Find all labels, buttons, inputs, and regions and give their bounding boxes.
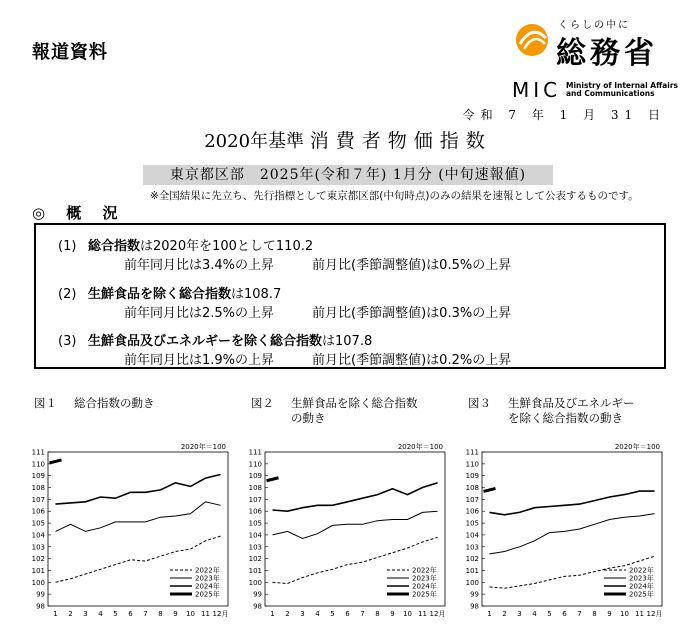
yoy-change: 前年同月比は3.4%の上昇 bbox=[124, 258, 275, 273]
x-tick-label: 7 bbox=[577, 610, 582, 618]
series-line-2024年 bbox=[490, 491, 655, 515]
legend-label: 2025年 bbox=[629, 590, 654, 599]
x-tick-label: 11 bbox=[418, 610, 427, 618]
y-tick-label: 98 bbox=[470, 602, 479, 611]
x-tick-label: 7 bbox=[143, 610, 148, 618]
y-tick-label: 99 bbox=[253, 590, 262, 599]
x-tick-label: 1 bbox=[53, 610, 58, 618]
item-value: は2020年を100として110.2 bbox=[140, 239, 314, 254]
item-index-name: 生鮮食品を除く総合指数 bbox=[88, 287, 232, 302]
summary-item bbox=[58, 283, 512, 321]
mom-change: 前月比(季節調整値)は0.2%の上昇 bbox=[312, 353, 512, 368]
legend-label: 2022年 bbox=[629, 566, 654, 575]
series-line-2024年 bbox=[56, 475, 221, 505]
x-tick-label: 8 bbox=[158, 610, 163, 618]
y-tick-label: 110 bbox=[465, 460, 479, 469]
y-tick-label: 102 bbox=[248, 555, 262, 564]
y-tick-label: 106 bbox=[31, 507, 45, 516]
title-main: 消費者物価指数 bbox=[309, 130, 492, 152]
series-line-2025年 bbox=[267, 478, 279, 481]
item-change-line bbox=[124, 349, 511, 368]
legend-label: 2023年 bbox=[629, 574, 654, 583]
y-tick-label: 101 bbox=[31, 566, 45, 575]
x-tick-label: 9 bbox=[173, 610, 178, 618]
x-tick-label: 10 bbox=[186, 610, 195, 618]
legend-label: 2023年 bbox=[412, 574, 437, 583]
mom-change: 前月比(季節調整値)は0.3%の上昇 bbox=[312, 306, 512, 321]
legend-label: 2023年 bbox=[195, 574, 220, 583]
mic-english-line2: and Communications bbox=[566, 89, 655, 98]
x-tick-label: 9 bbox=[390, 610, 395, 618]
chart-core-core-index bbox=[460, 440, 666, 626]
mic-english-name bbox=[566, 82, 678, 98]
chart-base-note: 2020年＝100 bbox=[397, 443, 443, 451]
x-tick-label: 11 bbox=[201, 610, 210, 618]
y-tick-label: 108 bbox=[248, 484, 262, 493]
item-value: は108.7 bbox=[231, 287, 282, 302]
chart-base-note: 2020年＝100 bbox=[614, 443, 660, 451]
chart-headline-index bbox=[26, 440, 232, 626]
release-note: ※全国結果に先立ち、先行指標として東京都区部(中旬時点)のみの結果を速報として公表するものです。 bbox=[150, 190, 639, 202]
y-tick-label: 100 bbox=[31, 578, 45, 587]
y-tick-label: 99 bbox=[470, 590, 479, 599]
y-tick-label: 111 bbox=[248, 448, 262, 457]
y-tick-label: 109 bbox=[31, 472, 45, 481]
figure-label: 図３ bbox=[468, 396, 491, 410]
yoy-change: 前年同月比は2.5%の上昇 bbox=[124, 306, 275, 321]
summary-box bbox=[34, 223, 666, 369]
figure-title-line2: を除く総合指数の動き bbox=[508, 411, 623, 425]
y-tick-label: 109 bbox=[248, 472, 262, 481]
y-tick-label: 104 bbox=[248, 531, 262, 540]
y-tick-label: 105 bbox=[31, 519, 45, 528]
x-tick-label: 10 bbox=[403, 610, 412, 618]
y-tick-label: 110 bbox=[31, 460, 45, 469]
x-tick-label: 3 bbox=[83, 610, 88, 618]
y-tick-label: 107 bbox=[248, 495, 262, 504]
x-tick-label: 9 bbox=[607, 610, 612, 618]
x-tick-label: 2 bbox=[285, 610, 290, 618]
series-line-2024年 bbox=[273, 483, 438, 511]
legend-label: 2022年 bbox=[412, 566, 437, 575]
legend-label: 2025年 bbox=[412, 590, 437, 599]
item-number: (3) bbox=[58, 334, 77, 349]
y-tick-label: 103 bbox=[248, 543, 262, 552]
item-change-line bbox=[124, 254, 511, 273]
item-index-name: 生鮮食品及びエネルギーを除く総合指数 bbox=[88, 334, 323, 349]
figure-caption-1 bbox=[34, 396, 155, 411]
mom-change: 前月比(季節調整値)は0.5%の上昇 bbox=[312, 258, 512, 273]
y-tick-label: 106 bbox=[465, 507, 479, 516]
x-tick-label: 8 bbox=[375, 610, 380, 618]
item-index-name: 総合指数 bbox=[88, 239, 141, 254]
title-prefix: 2020年基準 bbox=[204, 131, 305, 152]
x-tick-label: 5 bbox=[330, 610, 335, 618]
y-tick-label: 101 bbox=[248, 566, 262, 575]
press-release-label: 報道資料 bbox=[32, 42, 108, 63]
x-tick-label: 1 bbox=[270, 610, 275, 618]
legend-label: 2024年 bbox=[629, 582, 654, 591]
mic-abbreviation: MIC bbox=[512, 78, 562, 102]
x-tick-label: 12月 bbox=[646, 610, 663, 618]
x-tick-label: 6 bbox=[345, 610, 350, 618]
y-tick-label: 98 bbox=[36, 602, 45, 611]
mic-logo-mark bbox=[512, 18, 552, 58]
y-tick-label: 108 bbox=[465, 484, 479, 493]
y-tick-label: 111 bbox=[31, 448, 45, 457]
x-tick-label: 12月 bbox=[212, 610, 229, 618]
x-tick-label: 5 bbox=[113, 610, 118, 618]
x-tick-label: 11 bbox=[635, 610, 644, 618]
x-tick-label: 4 bbox=[315, 610, 320, 618]
y-tick-label: 109 bbox=[465, 472, 479, 481]
overview-heading: ◎ 概 況 bbox=[32, 204, 126, 222]
x-tick-label: 2 bbox=[502, 610, 507, 618]
x-tick-label: 8 bbox=[592, 610, 597, 618]
x-tick-label: 3 bbox=[300, 610, 305, 618]
page-title bbox=[0, 126, 696, 153]
series-line-2023年 bbox=[490, 514, 655, 554]
legend-label: 2024年 bbox=[412, 582, 437, 591]
y-tick-label: 100 bbox=[465, 578, 479, 587]
series-line-2023年 bbox=[273, 511, 438, 538]
legend-label: 2024年 bbox=[195, 582, 220, 591]
y-tick-label: 108 bbox=[31, 484, 45, 493]
y-tick-label: 104 bbox=[31, 531, 45, 540]
x-tick-label: 3 bbox=[517, 610, 522, 618]
y-tick-label: 105 bbox=[248, 519, 262, 528]
summary-item bbox=[58, 330, 512, 368]
item-change-line bbox=[124, 302, 511, 321]
legend-label: 2025年 bbox=[195, 590, 220, 599]
x-tick-label: 2 bbox=[68, 610, 73, 618]
figure-title: 生鮮食品及びエネルギー bbox=[508, 396, 635, 410]
series-line-2023年 bbox=[56, 502, 221, 532]
figure-caption-3 bbox=[468, 396, 635, 426]
figure-title-line2: の動き bbox=[291, 411, 326, 425]
x-tick-label: 6 bbox=[562, 610, 567, 618]
figure-caption-2 bbox=[251, 396, 418, 426]
series-line-2025年 bbox=[484, 488, 496, 491]
x-tick-label: 7 bbox=[360, 610, 365, 618]
y-tick-label: 99 bbox=[36, 590, 45, 599]
y-tick-label: 106 bbox=[248, 507, 262, 516]
x-tick-label: 6 bbox=[128, 610, 133, 618]
x-tick-label: 4 bbox=[532, 610, 537, 618]
y-tick-label: 105 bbox=[465, 519, 479, 528]
figure-title: 生鮮食品を除く総合指数 bbox=[291, 396, 418, 410]
x-tick-label: 1 bbox=[487, 610, 492, 618]
y-tick-label: 100 bbox=[248, 578, 262, 587]
x-tick-label: 10 bbox=[620, 610, 629, 618]
x-tick-label: 5 bbox=[547, 610, 552, 618]
y-tick-label: 107 bbox=[31, 495, 45, 504]
y-tick-label: 98 bbox=[253, 602, 262, 611]
subtitle-banner: 東京都区部 2025年(令和７年) 1月分 (中旬速報値) bbox=[143, 165, 553, 185]
y-tick-label: 110 bbox=[248, 460, 262, 469]
logo-tagline: くらしの中に bbox=[558, 20, 630, 31]
y-tick-label: 102 bbox=[31, 555, 45, 564]
item-number: (2) bbox=[58, 287, 77, 302]
figure-label: 図１ bbox=[34, 396, 57, 410]
y-tick-label: 104 bbox=[465, 531, 479, 540]
y-tick-label: 103 bbox=[31, 543, 45, 552]
y-tick-label: 111 bbox=[465, 448, 479, 457]
x-tick-label: 12月 bbox=[429, 610, 446, 618]
x-tick-label: 4 bbox=[98, 610, 103, 618]
y-tick-label: 102 bbox=[465, 555, 479, 564]
y-tick-label: 103 bbox=[465, 543, 479, 552]
y-tick-label: 101 bbox=[465, 566, 479, 575]
y-tick-label: 107 bbox=[465, 495, 479, 504]
figure-title: 総合指数の動き bbox=[74, 396, 155, 410]
series-line-2025年 bbox=[50, 460, 62, 463]
figure-label: 図２ bbox=[251, 396, 274, 410]
summary-item bbox=[58, 235, 512, 273]
legend-label: 2022年 bbox=[195, 566, 220, 575]
item-number: (1) bbox=[58, 239, 77, 254]
release-date: 令和 7 年 1 月 31 日 bbox=[462, 108, 666, 122]
mic-english-line1: Ministry of Internal Affairs bbox=[566, 81, 678, 90]
chart-base-note: 2020年＝100 bbox=[180, 443, 226, 451]
chart-core-index bbox=[243, 440, 449, 626]
ministry-name: 総務省 bbox=[556, 36, 658, 71]
item-value: は107.8 bbox=[322, 334, 373, 349]
yoy-change: 前年同月比は1.9%の上昇 bbox=[124, 353, 275, 368]
